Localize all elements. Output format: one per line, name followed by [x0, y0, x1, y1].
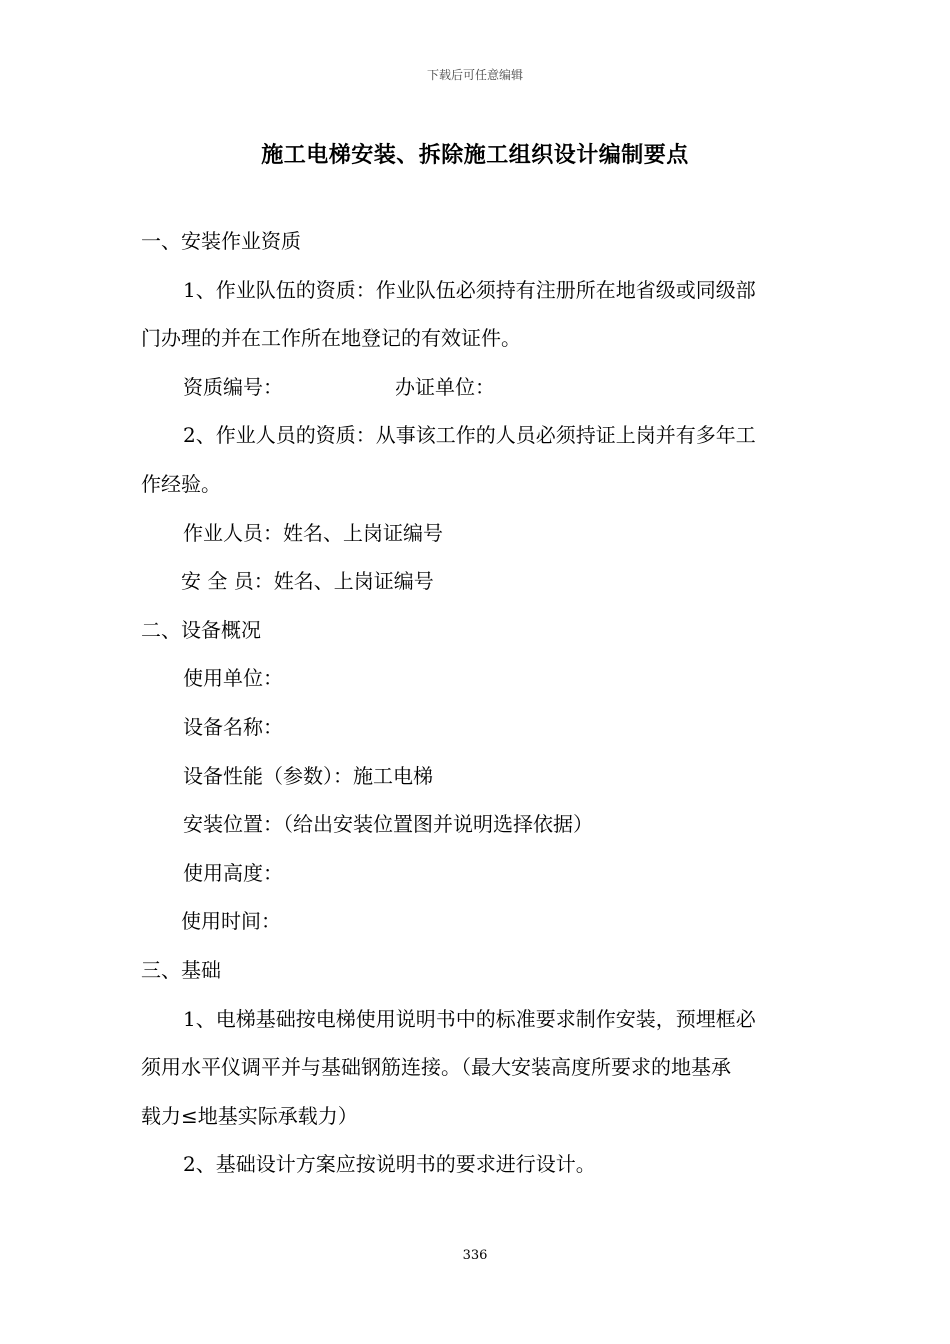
paragraph-foundation-1-cont: 须用水平仪调平并与基础钢筋连接。（最大安装高度所要求的地基承	[141, 1055, 731, 1080]
qualification-fields-row	[141, 363, 827, 412]
paragraph-foundation-2: 2、基础设计方案应按说明书的要求进行设计。	[183, 1152, 596, 1177]
section-heading-foundation: 三、基础	[141, 957, 221, 982]
qualification-number-label: 资质编号：	[183, 374, 283, 399]
equipment-performance-field: 设备性能（参数）：施工电梯	[183, 763, 433, 788]
user-unit-field: 使用单位：	[183, 666, 283, 691]
operators-field: 作业人员：姓名、上岗证编号	[183, 520, 443, 545]
paragraph-team-qualification: 1、作业队伍的资质：作业队伍必须持有注册所在地省级或同级部	[183, 277, 756, 302]
section-heading-qualification: 一、安装作业资质	[141, 229, 301, 253]
issuing-unit-label: 办证单位：	[395, 374, 495, 399]
usage-time-field: 使用时间：	[181, 909, 281, 934]
paragraph-team-qualification-cont: 门办理的并在工作所在地登记的有效证件。	[141, 326, 521, 351]
safety-officer-field: 安 全 员：姓名、上岗证编号	[181, 569, 434, 594]
document-title: 施工电梯安装、拆除施工组织设计编制要点	[261, 143, 689, 168]
page-number: 336	[462, 1248, 488, 1263]
section-heading-equipment: 二、设备概况	[141, 617, 261, 642]
equipment-name-field: 设备名称：	[183, 714, 283, 739]
document-body	[141, 217, 827, 1189]
installation-location-field: 安装位置：（给出安装位置图并说明选择依据）	[183, 812, 593, 837]
paragraph-foundation-1-cont-2: 载力≤地基实际承载力）	[141, 1103, 358, 1128]
page-header-note: 下载后可任意编辑	[426, 68, 523, 82]
paragraph-personnel-qualification: 2、作业人员的资质：从事该工作的人员必须持证上岗并有多年工	[183, 423, 756, 448]
paragraph-foundation-1: 1、电梯基础按电梯使用说明书中的标准要求制作安装，预埋框必	[183, 1006, 756, 1031]
paragraph-personnel-qualification-cont: 作经验。	[141, 471, 221, 496]
usage-height-field: 使用高度：	[183, 860, 283, 885]
